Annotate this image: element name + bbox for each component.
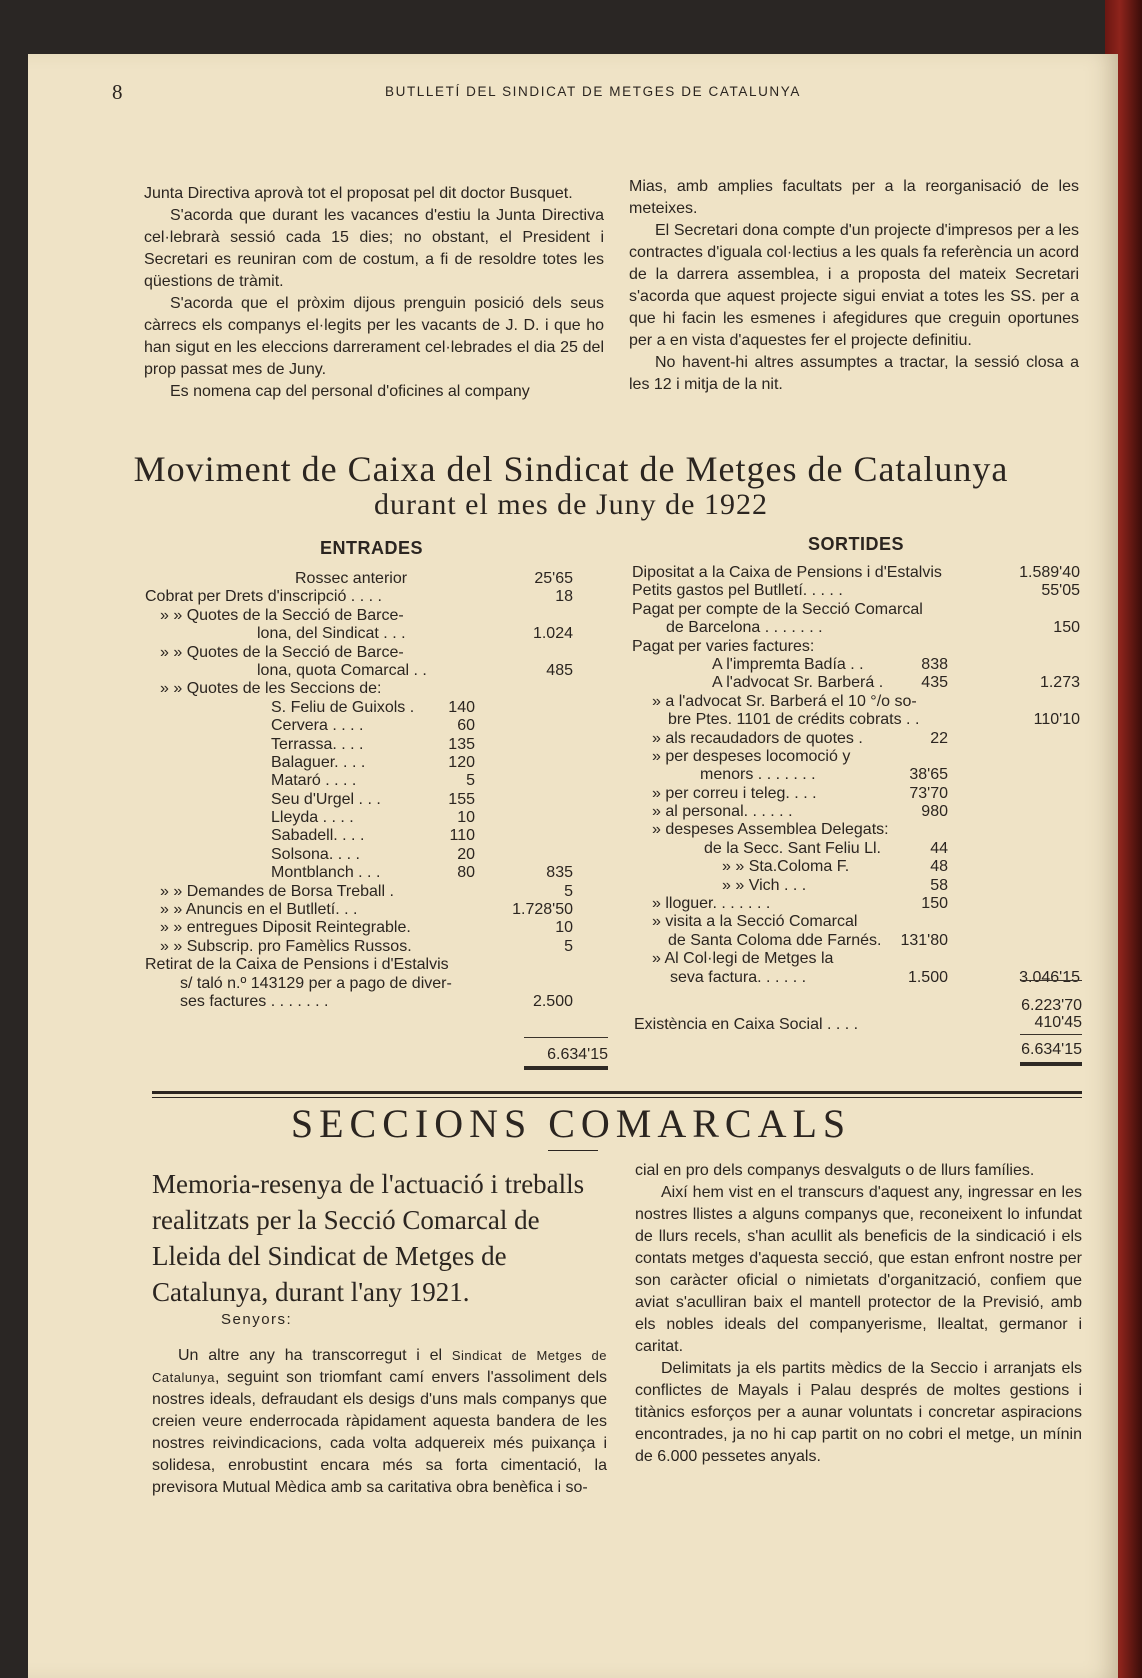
- small-caps-run: Sindicat de Metges de Catalunya: [152, 1348, 607, 1385]
- ledger-row: [145, 570, 615, 588]
- ledger-text: » als recaudadors de quotes .: [652, 729, 863, 747]
- ledger-subamount: 435: [921, 674, 948, 692]
- ledger-row: [632, 969, 1082, 987]
- ledger-row: [145, 699, 615, 717]
- ledger-text: Dipositat a la Caixa de Pensions i d'Estalvis: [632, 564, 942, 581]
- ledger-subamount: 135: [448, 735, 475, 753]
- ledger-row: [145, 662, 615, 680]
- ledger-row: [145, 901, 615, 919]
- ledger-row: [632, 858, 1082, 876]
- ledger-row: [145, 827, 615, 845]
- ledger-subamount: 155: [448, 790, 475, 808]
- ledger-row: [632, 711, 1082, 729]
- ledger-subamount: 838: [921, 655, 948, 673]
- ledger-text: Rossec anterior: [295, 570, 408, 587]
- ledger-row: [632, 619, 1082, 637]
- ledger-text: Sabadell. . . .: [271, 827, 365, 845]
- ledger-text: de Barcelona . . . . . . .: [666, 619, 823, 637]
- memoria-right-column: [635, 1160, 1082, 1468]
- ledger-text: » per despeses locomoció y: [652, 747, 851, 765]
- section-divider-thin: [152, 1097, 1082, 1098]
- ledger-row: [145, 993, 615, 1011]
- ledger-text: bre Ptes. 1101 de crédits cobrats . .: [668, 711, 920, 729]
- ledger-subamount: 5: [466, 772, 475, 790]
- ledger-row: [145, 791, 615, 809]
- ledger-row: [145, 956, 615, 974]
- ledger-text: Mataró . . . .: [271, 772, 357, 790]
- moviment-title: Moviment de Caixa del Sindicat de Metges de Catalunya: [133, 449, 1009, 489]
- ledger-subamount: 980: [921, 803, 948, 821]
- ledger-subamount: 73'70: [909, 784, 948, 802]
- entrades-total-rule: [524, 1037, 608, 1038]
- ledger-amount: 110'10: [1033, 711, 1080, 729]
- paragraph: El Secretari dona compte d'un projecte d'impresos per a les contractes d'iguala col·lectius a les quals fa referència un acord de la darrera assemblea, i a proposta del mateix Secretari s'acorda que aquest projecte sigui enviat a totes les SS. per a que hi facin les esmenes i afegidures que creguin oportunes per a en vista d'aquestes fer el projecte definitiu.: [629, 222, 1079, 349]
- ledger-text: » al personal. . . . . .: [652, 803, 793, 821]
- text-run: Un altre any ha transcorregut i el: [178, 1347, 452, 1364]
- paragraph: Es nomena cap del personal d'oficines al company: [170, 383, 530, 400]
- memoria-title: Memoria-resenya de l'actuació i treballs realitzats per la Secció Comarcal de Lleida del Sindicat de Metges de Catalunya, durant l'any 1921.: [152, 1169, 585, 1307]
- ledger-row: [145, 809, 615, 827]
- ledger-row: [145, 938, 615, 956]
- ledger-text: » » Quotes de la Secció de Barce-: [160, 643, 404, 661]
- ledger-row: [145, 846, 615, 864]
- memoria-left-column: [152, 1345, 607, 1499]
- ledger-text: » Al Col·legi de Metges la: [652, 950, 834, 968]
- section-divider: [152, 1091, 1082, 1094]
- paragraph: No havent-hi altres assumptes a tractar, la sessió closa a les 12 i mitja de la nit.: [629, 354, 1079, 393]
- ledger-amount: 2.500: [532, 992, 573, 1010]
- ledger-text: » » Quotes de la Secció de Barce-: [160, 606, 404, 624]
- ledger-row: [632, 895, 1082, 913]
- ledger-amount: 3.046'15: [1019, 968, 1080, 986]
- ledger-row: [632, 656, 1082, 674]
- ledger-text: » lloguer. . . . . . .: [652, 895, 771, 913]
- paragraph: [152, 1345, 607, 1499]
- ledger-text: lona, del Sindicat . . .: [257, 625, 406, 643]
- ledger-row: [145, 975, 615, 993]
- paragraph: Junta Directiva aprovà tot el proposat pel dit doctor Busquet.: [144, 185, 573, 202]
- ledger-row: [145, 754, 615, 772]
- ledger-text: Seu d'Urgel . . .: [271, 790, 381, 808]
- ledger-subamount: 58: [930, 876, 948, 894]
- ledger-subamount: 140: [448, 698, 475, 716]
- ledger-text: » » Quotes de les Seccions de:: [160, 680, 382, 698]
- ledger-row: [632, 638, 1082, 656]
- page-number: 8: [112, 80, 123, 104]
- ledger-amount: 55'05: [1041, 582, 1080, 600]
- ledger-amount: 1.728'50: [512, 901, 573, 919]
- ledger-text: menors . . . . . . .: [700, 766, 816, 784]
- paragraph: Així hem vist en el transcurs d'aquest any, ingressar en les nostres llistes a alguns companys que, reconeixent lo infundat de llurs recels, s'han acullit als beneficis de la sindicació i els contats metges d'aquesta secció, que estan enfront nostre per son caràcter oficial o nimietats d'organització, confiem que aviat s'aculliran baix el mantell protector de la Previsió, amb els nobles ideals del companyerisme, llealtat, germanor i caritat.: [635, 1184, 1082, 1355]
- ledger-amount: 1.024: [532, 625, 573, 643]
- ledger-text: Balaguer. . . .: [271, 753, 366, 771]
- ledger-row: [145, 625, 615, 643]
- ledger-text: » per correu i teleg. . . .: [652, 784, 817, 802]
- existencia-amount: 410'45: [1034, 1014, 1082, 1031]
- sortides-table: [632, 564, 1082, 987]
- sortides-subtotal-rule: [1020, 980, 1082, 981]
- ledger-amount: 5: [564, 937, 573, 955]
- top-right-column: [629, 176, 1079, 396]
- ledger-subamount: 1.500: [907, 968, 948, 986]
- ledger-text: » a l'advocat Sr. Barberá el 10 °/o so-: [652, 692, 917, 710]
- ledger-row: [632, 932, 1082, 950]
- ledger-row: [632, 693, 1082, 711]
- ledger-subamount: 60: [457, 717, 475, 735]
- moviment-subtitle: durant el mes de Juny de 1922: [374, 488, 768, 521]
- ledger-text: » visita a la Secció Comarcal: [652, 913, 858, 931]
- ledger-text: ses factures . . . . . . .: [180, 992, 329, 1010]
- sortides-heading: SORTIDES: [808, 534, 905, 554]
- heading-underline: [548, 1150, 598, 1151]
- ledger-row: [145, 772, 615, 790]
- ledger-subamount: 120: [448, 753, 475, 771]
- ledger-subamount: 110: [449, 827, 475, 845]
- ledger-text: A l'advocat Sr. Barberá .: [712, 674, 884, 692]
- ledger-row: [632, 803, 1082, 821]
- ledger-amount: 18: [555, 588, 573, 606]
- ledger-row: [632, 785, 1082, 803]
- entrades-total-bar: [524, 1066, 608, 1070]
- ledger-text: s/ taló n.º 143129 per a pago de diver-: [180, 974, 452, 992]
- ledger-amount: 10: [555, 919, 573, 937]
- ledger-text: » » Vich . . .: [722, 876, 807, 894]
- ledger-row: [145, 736, 615, 754]
- salutation: Senyors:: [221, 1311, 293, 1328]
- ledger-subamount: 150: [921, 895, 948, 913]
- ledger-amount: 25'65: [534, 570, 573, 587]
- ledger-row: [632, 766, 1082, 784]
- ledger-row: [145, 644, 615, 662]
- ledger-row: [632, 913, 1082, 931]
- text-run: , seguint son triomfant camí envers l'assoliment dels nostres ideals, defraudant els desigs d'uns mals companys que creien veure enderrocada ràpidament aquesta bandera de les nostres reivindicacions, cada volta adquereix més puixança i solidesa, enrobustint encara més sa forta cimentació, la previsora Mutual Mèdica amb sa caritativa obra benèfica i so-: [152, 1369, 607, 1496]
- ledger-amount: 1.589'40: [1019, 564, 1080, 581]
- ledger-text: de Santa Coloma dde Farnés.: [668, 931, 882, 949]
- ledger-subamount: 80: [457, 864, 475, 882]
- ledger-row: [145, 883, 615, 901]
- ledger-text: Petits gastos pel Butlletí. . . . .: [632, 582, 843, 600]
- seccions-heading: SECCIONS COMARCALS: [290, 1101, 852, 1146]
- existencia-label: Existència en Caixa Social . . . .: [634, 1016, 859, 1033]
- paragraph: S'acorda que el pròxim dijous prenguin posició dels seus càrrecs els companys el·legits per les vacants de J. D. i que ho han sigut en les eleccions darrerament cel·lebrades el dia 25 del prop passat mes de Juny.: [144, 295, 604, 378]
- ledger-text: S. Feliu de Guixols .: [271, 698, 415, 716]
- paragraph: cial en pro dels companys desvalguts o de llurs famílies.: [635, 1162, 1035, 1179]
- ledger-subamount: 38'65: [909, 766, 948, 784]
- ledger-text: » » entregues Diposit Reintegrable.: [160, 919, 411, 937]
- entrades-heading: ENTRADES: [320, 538, 424, 558]
- sortides-subtotal: 6.223'70: [1021, 997, 1082, 1014]
- sortides-total-bar: [1020, 1062, 1082, 1066]
- ledger-text: Cobrat per Drets d'inscripció . . . .: [145, 588, 382, 606]
- ledger-text: Montblanch . . .: [271, 864, 381, 882]
- ledger-amount: 835: [546, 864, 573, 882]
- ledger-text: Cervera . . . .: [271, 717, 364, 735]
- ledger-text: Retirat de la Caixa de Pensions i d'Estalvis: [145, 956, 449, 974]
- ledger-row: [145, 864, 615, 882]
- ledger-row: [632, 564, 1082, 582]
- ledger-subamount: 131'80: [900, 931, 948, 949]
- entrades-total: 6.634'15: [547, 1046, 608, 1063]
- sortides-total-rule: [1020, 1034, 1082, 1035]
- ledger-text: seva factura. . . . . .: [670, 968, 807, 986]
- ledger-text: » » Subscrip. pro Famèlics Russos.: [160, 937, 412, 955]
- ledger-row: [145, 680, 615, 698]
- ledger-row: [632, 730, 1082, 748]
- ledger-subamount: 48: [930, 858, 948, 876]
- ledger-row: [632, 748, 1082, 766]
- ledger-text: » » Anuncis en el Butlletí. . .: [160, 901, 358, 919]
- paragraph: Delimitats ja els partits mèdics de la Seccio i arranjats els conflictes de Mayals i Palau després de moltes gestions i titànics esforços per a aunar voluntats i concretar aspiracions encontrades, ja no hi cap partit on no cobri el metge, un mínin de 6.000 pessetes anyals.: [635, 1360, 1082, 1465]
- ledger-row: [632, 674, 1082, 692]
- ledger-amount: 5: [564, 882, 573, 900]
- ledger-text: Pagat per compte de la Secció Comarcal: [632, 600, 923, 618]
- ledger-subamount: 10: [457, 809, 475, 827]
- sortides-total: 6.634'15: [1021, 1041, 1082, 1058]
- ledger-row: [632, 950, 1082, 968]
- ledger-subamount: 20: [457, 845, 475, 863]
- entrades-table: [145, 570, 615, 1011]
- ledger-row: [145, 919, 615, 937]
- ledger-row: [632, 821, 1082, 839]
- ledger-row: [632, 601, 1082, 619]
- ledger-row: [632, 840, 1082, 858]
- ledger-text: de la Secc. Sant Feliu Ll.: [704, 839, 881, 857]
- ledger-text: Pagat per varies factures:: [632, 637, 815, 655]
- top-left-column: [144, 183, 604, 403]
- ledger-subamount: 44: [930, 839, 948, 857]
- ledger-row: [145, 717, 615, 735]
- ledger-amount: 150: [1053, 619, 1080, 637]
- ledger-text: » despeses Assemblea Delegats:: [652, 821, 889, 839]
- ledger-amount: 1.273: [1039, 674, 1080, 692]
- ledger-text: Solsona. . . .: [271, 845, 360, 863]
- ledger-text: » » Sta.Coloma F.: [722, 858, 850, 876]
- ledger-row: [632, 582, 1082, 600]
- running-title: BUTLLETÍ DEL SINDICAT DE METGES DE CATALUNYA: [385, 84, 801, 99]
- ledger-row: [632, 877, 1082, 895]
- ledger-text: » » Demandes de Borsa Treball .: [160, 882, 394, 900]
- ledger-text: A l'impremta Badía . .: [712, 655, 864, 673]
- paragraph: S'acorda que durant les vacances d'estiu la Junta Directiva cel·lebrarà sessió cada 15 dies; no obstant, el President i Secretari es reuniran com de costum, a fi de resoldre totes les qüestions de tràmit.: [144, 207, 604, 290]
- ledger-row: [145, 588, 615, 606]
- ledger-subamount: 22: [930, 729, 948, 747]
- ledger-row: [145, 607, 615, 625]
- ledger-amount: 485: [546, 661, 573, 679]
- ledger-text: lona, quota Comarcal . .: [257, 661, 427, 679]
- ledger-text: Lleyda . . . .: [271, 809, 354, 827]
- ledger-text: Terrassa. . . .: [271, 735, 364, 753]
- paragraph: Mias, amb amplies facultats per a la reorganisació de les meteixes.: [629, 178, 1079, 217]
